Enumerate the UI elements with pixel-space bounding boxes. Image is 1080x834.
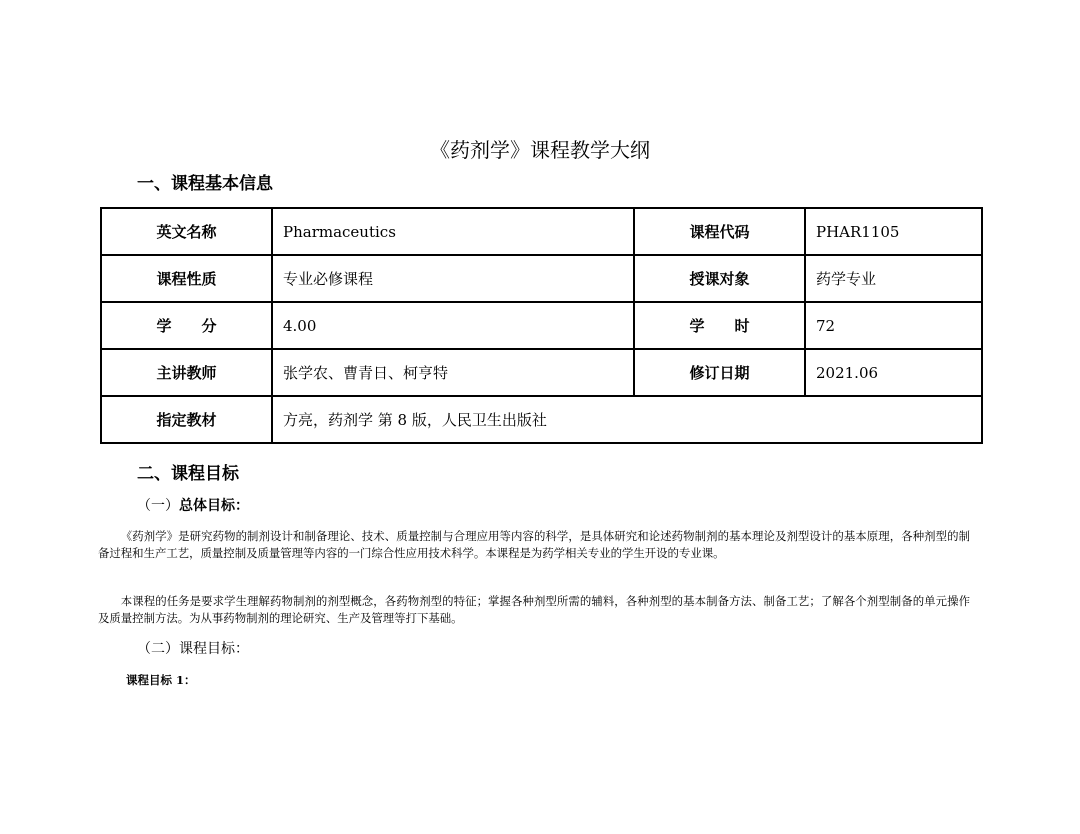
table-row — [101, 302, 982, 349]
overall-goal-heading-prefix: （一） — [137, 498, 179, 514]
value-audience: 药学专业 — [805, 255, 982, 302]
label-english-name: 英文名称 — [101, 208, 272, 255]
value-lecturers: 张学农、曹青日、柯亨特 — [272, 349, 634, 396]
section-heading-course-goals: 二、课程目标 — [137, 464, 239, 484]
overall-goal-heading-text: 总体目标： — [179, 498, 249, 514]
table-row — [101, 208, 982, 255]
overall-goal-heading — [137, 496, 249, 516]
document-title: 《药剂学》课程教学大纲 — [430, 138, 650, 162]
value-course-code: PHAR1105 — [805, 208, 982, 255]
paragraph-overview: 《药剂学》是研究药物的制剂设计和制备理论、技术、质量控制与合理应用等内容的科学，是具体研究和论述药物制剂的基本理论及剂型设计的基本原理，各种剂型的制备过程和生产工艺，质量控制及质量管理等内容的一门综合性应用技术科学。本课程是为药学相关专业的学生开设的专业课。 — [98, 529, 970, 560]
course-goal-heading: （二）课程目标： — [137, 641, 249, 657]
value-hours: 72 — [805, 302, 982, 349]
label-hours: 学 时 — [634, 302, 805, 349]
label-lecturers: 主讲教师 — [101, 349, 272, 396]
value-course-nature: 专业必修课程 — [272, 255, 634, 302]
table-row — [101, 396, 982, 443]
table-row — [101, 349, 982, 396]
value-textbook: 方亮，药剂学 第 8 版，人民卫生出版社 — [272, 396, 982, 443]
label-course-code: 课程代码 — [634, 208, 805, 255]
paragraph-task: 本课程的任务是要求学生理解药物制剂的剂型概念，各药物剂型的特征；掌握各种剂型所需的辅料，各种剂型的基本制备方法、制备工艺；了解各个剂型制备的单元操作及质量控制方法。为从事药物制剂的理论研究、生产及管理等打下基础。 — [98, 594, 970, 625]
value-english-name: Pharmaceutics — [272, 208, 634, 255]
label-textbook: 指定教材 — [101, 396, 272, 443]
course-goal-1-label: 课程目标 1： — [126, 673, 196, 687]
label-audience: 授课对象 — [634, 255, 805, 302]
table-row — [101, 255, 982, 302]
label-credits: 学 分 — [101, 302, 272, 349]
section-heading-basic-info: 一、课程基本信息 — [137, 174, 273, 194]
label-revision-date: 修订日期 — [634, 349, 805, 396]
label-course-nature: 课程性质 — [101, 255, 272, 302]
value-credits: 4.00 — [272, 302, 634, 349]
course-info-table — [100, 207, 983, 444]
value-revision-date: 2021.06 — [805, 349, 982, 396]
